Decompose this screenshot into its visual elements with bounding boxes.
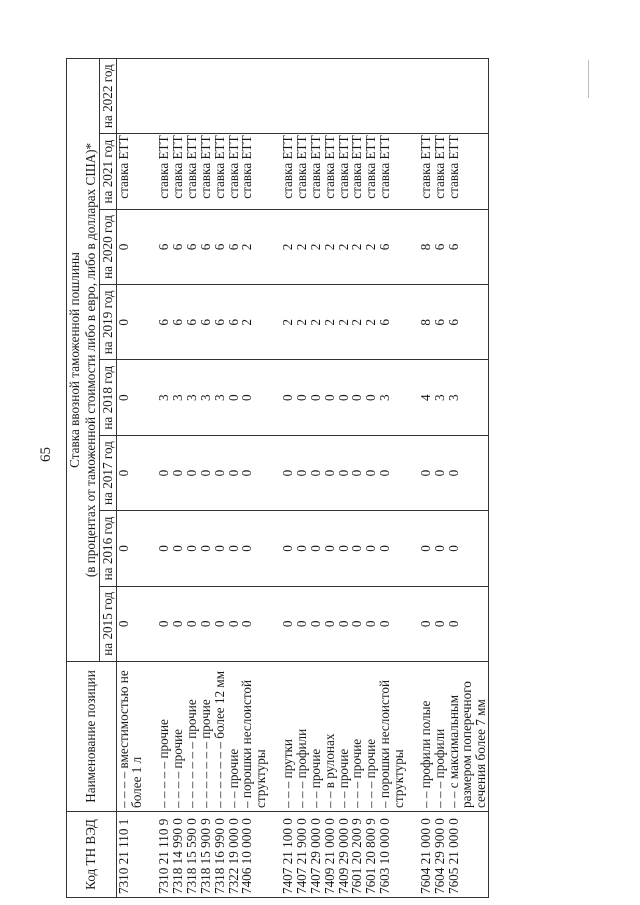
rate-cell: 6: [378, 209, 392, 284]
rate-cell: 0: [281, 360, 295, 435]
rate-cell: [254, 134, 268, 209]
rate-cell: 0: [309, 360, 323, 435]
name-cell: – – профили полые: [419, 662, 433, 812]
rate-cell: 6: [185, 209, 199, 284]
rate-cell: 6: [171, 209, 185, 284]
rate-cell: [419, 59, 433, 134]
rotated-page: [66, 58, 606, 898]
rate-cell: [474, 209, 488, 284]
table-row: [281, 59, 295, 898]
code-cell: 7601 20 200 9: [350, 812, 364, 898]
rate-cell: ставка ЕТТ: [240, 134, 254, 209]
rate-cell: 0: [213, 511, 227, 586]
rate-cell: [378, 59, 392, 134]
rate-cell: ставка ЕТТ: [337, 134, 351, 209]
rate-cell: [460, 59, 474, 134]
rate-cell: 0: [185, 586, 199, 661]
rate-cell: 0: [419, 586, 433, 661]
table-row: [254, 59, 268, 898]
empty-cell: [406, 285, 419, 360]
code-cell: 7318 15 900 9: [199, 812, 213, 898]
rate-cell: 0: [350, 511, 364, 586]
rate-cell: 6: [227, 209, 241, 284]
code-cell: 7310 21 110 1: [116, 812, 130, 898]
code-cell: 7407 21 100 0: [281, 812, 295, 898]
rate-cell: [460, 360, 474, 435]
table-row: [309, 59, 323, 898]
rate-cell: 0: [281, 435, 295, 510]
name-cell: – – прочие: [227, 662, 241, 812]
header-year: на 2017 год: [99, 435, 116, 510]
rate-cell: 0: [337, 435, 351, 510]
rate-cell: 6: [378, 285, 392, 360]
empty-cell: [268, 59, 281, 134]
rate-cell: 0: [337, 511, 351, 586]
rate-cell: [130, 209, 144, 284]
rate-cell: [460, 511, 474, 586]
rate-cell: 6: [227, 285, 241, 360]
rate-cell: 0: [378, 435, 392, 510]
rate-cell: ставка ЕТТ: [157, 134, 171, 209]
rate-cell: 0: [447, 511, 461, 586]
rate-cell: [337, 59, 351, 134]
header-year: на 2015 год: [99, 586, 116, 661]
rate-cell: 0: [157, 586, 171, 661]
table-row: [295, 59, 309, 898]
code-cell: 7409 21 000 0: [323, 812, 337, 898]
rate-cell: 6: [213, 285, 227, 360]
header-duty-title: Ставка ввозной таможенной пошлины: [67, 59, 83, 662]
rate-cell: [474, 134, 488, 209]
rate-cell: [254, 586, 268, 661]
rate-cell: 8: [419, 285, 433, 360]
rate-cell: 0: [116, 586, 130, 661]
rate-cell: [392, 285, 406, 360]
rate-cell: 0: [281, 511, 295, 586]
rate-cell: 0: [378, 511, 392, 586]
name-cell: – – – – прочие: [171, 662, 185, 812]
code-cell: 7310 21 110 9: [157, 812, 171, 898]
rate-cell: 0: [337, 360, 351, 435]
code-cell: 7605 21 000 0: [447, 812, 461, 898]
name-cell: – порошки неслоистой: [378, 662, 392, 812]
rate-cell: 0: [323, 435, 337, 510]
rate-cell: 0: [240, 511, 254, 586]
rate-cell: 6: [199, 209, 213, 284]
rate-cell: [254, 59, 268, 134]
rate-cell: 0: [116, 511, 130, 586]
name-cell: – порошки неслоистой: [240, 662, 254, 812]
rate-cell: [130, 59, 144, 134]
rate-cell: 0: [240, 360, 254, 435]
header-year: на 2018 год: [99, 360, 116, 435]
rate-cell: 3: [433, 360, 447, 435]
spacer-row: [406, 59, 419, 898]
rate-cell: 0: [227, 511, 241, 586]
rate-cell: 6: [447, 209, 461, 284]
rate-cell: [364, 59, 378, 134]
header-code: Код ТН ВЭД: [67, 812, 117, 898]
rate-cell: 0: [337, 586, 351, 661]
name-cell: – – – – – – – прочие: [199, 662, 213, 812]
name-cell: – – – – – прочие: [157, 662, 171, 812]
rate-cell: 0: [350, 586, 364, 661]
rate-cell: [474, 285, 488, 360]
rate-cell: 0: [157, 511, 171, 586]
rate-cell: [460, 285, 474, 360]
rate-cell: ставка ЕТТ: [213, 134, 227, 209]
name-cell: – – – – вместимостью не: [116, 662, 130, 812]
rate-cell: ставка ЕТТ: [447, 134, 461, 209]
rate-cell: ставка ЕТТ: [116, 134, 130, 209]
table-row: [337, 59, 351, 898]
code-cell: 7318 14 990 0: [171, 812, 185, 898]
rate-cell: [254, 360, 268, 435]
rate-cell: 0: [240, 586, 254, 661]
rate-cell: 0: [433, 511, 447, 586]
empty-cell: [406, 511, 419, 586]
rate-cell: [227, 59, 241, 134]
rate-cell: [281, 59, 295, 134]
rate-cell: ставка ЕТТ: [227, 134, 241, 209]
rate-cell: 8: [419, 209, 433, 284]
name-cell: – – с максимальным: [447, 662, 461, 812]
rate-cell: 3: [185, 360, 199, 435]
rate-cell: [199, 59, 213, 134]
name-cell: размером поперечного: [460, 662, 474, 812]
table-row: [364, 59, 378, 898]
rate-cell: 0: [295, 586, 309, 661]
rate-cell: 3: [213, 360, 227, 435]
code-cell: 7604 21 000 0: [419, 812, 433, 898]
rate-cell: [392, 134, 406, 209]
rate-cell: [392, 59, 406, 134]
empty-cell: [406, 812, 419, 898]
rate-cell: [130, 511, 144, 586]
name-cell: – – – прочие: [364, 662, 378, 812]
rate-cell: 2: [281, 209, 295, 284]
code-cell: [254, 812, 268, 898]
rate-cell: ставка ЕТТ: [364, 134, 378, 209]
rate-cell: 0: [419, 435, 433, 510]
name-cell: сечения более 7 мм: [474, 662, 488, 812]
rate-cell: 0: [295, 511, 309, 586]
rate-cell: ставка ЕТТ: [433, 134, 447, 209]
rate-cell: 3: [171, 360, 185, 435]
rate-cell: 0: [227, 435, 241, 510]
name-cell: более 1 л: [130, 662, 144, 812]
header-year: на 2022 год: [99, 59, 116, 134]
table-row: [323, 59, 337, 898]
name-cell: – – – профили: [433, 662, 447, 812]
rate-cell: 0: [295, 360, 309, 435]
rate-cell: 0: [171, 586, 185, 661]
rate-cell: 6: [433, 209, 447, 284]
empty-cell: [406, 586, 419, 661]
rate-cell: ставка ЕТТ: [171, 134, 185, 209]
rate-cell: [254, 511, 268, 586]
header-year: на 2021 год: [99, 134, 116, 209]
rate-cell: 0: [227, 360, 241, 435]
table-row: [474, 59, 488, 898]
rate-cell: [130, 285, 144, 360]
rate-cell: 0: [116, 285, 130, 360]
table-row: [378, 59, 392, 898]
empty-cell: [144, 59, 157, 134]
rate-cell: ставка ЕТТ: [309, 134, 323, 209]
rate-cell: 6: [157, 209, 171, 284]
rate-cell: [447, 59, 461, 134]
rate-cell: 0: [116, 360, 130, 435]
rate-cell: 0: [171, 511, 185, 586]
rate-cell: 0: [447, 435, 461, 510]
table-row: [171, 59, 185, 898]
rate-cell: 0: [419, 511, 433, 586]
rate-cell: 0: [433, 586, 447, 661]
rate-cell: 0: [350, 360, 364, 435]
rate-cell: ставка ЕТТ: [350, 134, 364, 209]
rate-cell: [460, 435, 474, 510]
header-year: на 2020 год: [99, 209, 116, 284]
name-cell: – – – профили: [295, 662, 309, 812]
rate-cell: 6: [185, 285, 199, 360]
table-row: [447, 59, 461, 898]
rate-cell: ставка ЕТТ: [295, 134, 309, 209]
rate-cell: ставка ЕТТ: [378, 134, 392, 209]
rate-cell: 6: [447, 285, 461, 360]
table-row: [116, 59, 130, 898]
rate-cell: [254, 285, 268, 360]
rate-cell: 0: [199, 586, 213, 661]
rate-cell: 0: [185, 511, 199, 586]
name-cell: структуры: [254, 662, 268, 812]
rate-cell: 0: [350, 435, 364, 510]
header-duty-subtitle: (в процентах от таможенной стоимости либо в евро, либо в долларах США)*: [83, 59, 99, 662]
rate-cell: 0: [433, 435, 447, 510]
empty-cell: [406, 209, 419, 284]
table-row: [392, 59, 406, 898]
rate-cell: 0: [116, 435, 130, 510]
rate-cell: 2: [240, 285, 254, 360]
code-cell: 7318 16 990 0: [213, 812, 227, 898]
rate-cell: 4: [419, 360, 433, 435]
rate-cell: [213, 59, 227, 134]
code-cell: 7601 20 800 9: [364, 812, 378, 898]
rate-cell: [130, 134, 144, 209]
rate-cell: 3: [378, 360, 392, 435]
rate-cell: 0: [309, 511, 323, 586]
rate-cell: 0: [185, 435, 199, 510]
rate-cell: [254, 435, 268, 510]
rate-cell: [392, 209, 406, 284]
empty-cell: [406, 662, 419, 812]
table-row: [213, 59, 227, 898]
table-row: [185, 59, 199, 898]
rate-cell: 2: [240, 209, 254, 284]
rate-cell: 0: [157, 435, 171, 510]
rate-cell: ставка ЕТТ: [185, 134, 199, 209]
page-number: 65: [38, 447, 54, 462]
rate-cell: 0: [323, 511, 337, 586]
name-cell: – – прочие: [337, 662, 351, 812]
rate-cell: 0: [364, 435, 378, 510]
rate-cell: 0: [364, 360, 378, 435]
rate-cell: [295, 59, 309, 134]
rate-cell: 0: [116, 209, 130, 284]
rate-cell: 6: [157, 285, 171, 360]
name-cell: – – – прутки: [281, 662, 295, 812]
code-cell: [460, 812, 474, 898]
empty-cell: [406, 134, 419, 209]
code-cell: 7322 19 000 0: [227, 812, 241, 898]
code-cell: 7406 10 000 0: [240, 812, 254, 898]
code-cell: [474, 812, 488, 898]
rate-cell: ставка ЕТТ: [323, 134, 337, 209]
rate-cell: ставка ЕТТ: [281, 134, 295, 209]
name-cell: – – в рулонах: [323, 662, 337, 812]
table-row: [350, 59, 364, 898]
rate-cell: [392, 435, 406, 510]
empty-cell: [406, 59, 419, 134]
rate-cell: 6: [199, 285, 213, 360]
rate-cell: [474, 59, 488, 134]
name-cell: – – – – – – – прочие: [185, 662, 199, 812]
rate-cell: 2: [295, 285, 309, 360]
name-cell: – – – – – – – более 12 мм: [213, 662, 227, 812]
rate-cell: [460, 586, 474, 661]
rate-cell: 2: [323, 285, 337, 360]
rate-cell: [171, 59, 185, 134]
table-row: [240, 59, 254, 898]
rate-cell: 2: [337, 285, 351, 360]
rate-cell: [130, 435, 144, 510]
rate-cell: 0: [240, 435, 254, 510]
code-cell: 7407 29 000 0: [309, 812, 323, 898]
rate-cell: ставка ЕТТ: [199, 134, 213, 209]
rate-cell: [392, 586, 406, 661]
rate-cell: [130, 360, 144, 435]
table-row: [227, 59, 241, 898]
rate-cell: 2: [309, 285, 323, 360]
rate-cell: [350, 59, 364, 134]
rate-cell: 2: [337, 209, 351, 284]
rate-cell: [474, 586, 488, 661]
table-row: [157, 59, 171, 898]
header-name: Наименование позиции: [67, 662, 117, 812]
rate-cell: [474, 511, 488, 586]
rate-cell: 6: [171, 285, 185, 360]
table-row: [130, 59, 144, 898]
rate-cell: [240, 59, 254, 134]
code-cell: [392, 812, 406, 898]
table-row: [460, 59, 474, 898]
rate-cell: 6: [213, 209, 227, 284]
rate-cell: 0: [447, 586, 461, 661]
rate-cell: [474, 435, 488, 510]
table-row: [419, 59, 433, 898]
rate-cell: 3: [447, 360, 461, 435]
rate-cell: 0: [378, 586, 392, 661]
duty-table: [66, 58, 489, 898]
name-cell: структуры: [392, 662, 406, 812]
rate-cell: [474, 360, 488, 435]
rate-cell: 0: [213, 435, 227, 510]
rate-cell: [130, 586, 144, 661]
rate-cell: 0: [323, 360, 337, 435]
rate-cell: 3: [157, 360, 171, 435]
rate-cell: 2: [295, 209, 309, 284]
header-year: на 2019 год: [99, 285, 116, 360]
rate-cell: 0: [295, 435, 309, 510]
rate-cell: [309, 59, 323, 134]
rate-cell: ставка ЕТТ: [419, 134, 433, 209]
rate-cell: 0: [309, 586, 323, 661]
rate-cell: 6: [433, 285, 447, 360]
rate-cell: 2: [323, 209, 337, 284]
rate-cell: 0: [171, 435, 185, 510]
code-cell: [130, 812, 144, 898]
rate-cell: [254, 209, 268, 284]
code-cell: 7604 29 900 0: [433, 812, 447, 898]
empty-cell: [406, 435, 419, 510]
rate-cell: 0: [364, 586, 378, 661]
rate-cell: [460, 209, 474, 284]
rate-cell: [157, 59, 171, 134]
rate-cell: 2: [281, 285, 295, 360]
code-cell: 7407 21 900 0: [295, 812, 309, 898]
rate-cell: 0: [213, 586, 227, 661]
rate-cell: 0: [281, 586, 295, 661]
code-cell: 7603 10 000 0: [378, 812, 392, 898]
rate-cell: 0: [199, 435, 213, 510]
rate-cell: 2: [309, 209, 323, 284]
rate-cell: 0: [199, 511, 213, 586]
table-row: [433, 59, 447, 898]
rate-cell: 0: [364, 511, 378, 586]
rate-cell: [392, 360, 406, 435]
name-cell: – – прочие: [309, 662, 323, 812]
header-year: на 2016 год: [99, 511, 116, 586]
table-row: [199, 59, 213, 898]
rate-cell: 2: [350, 209, 364, 284]
rate-cell: [392, 511, 406, 586]
empty-cell: [406, 360, 419, 435]
rate-cell: 0: [309, 435, 323, 510]
rate-cell: [323, 59, 337, 134]
rate-cell: [433, 59, 447, 134]
rate-cell: 2: [364, 285, 378, 360]
rate-cell: 2: [350, 285, 364, 360]
rate-cell: [185, 59, 199, 134]
rate-cell: [460, 134, 474, 209]
code-cell: 7409 29 000 0: [337, 812, 351, 898]
rate-cell: [116, 59, 130, 134]
rate-cell: 0: [227, 586, 241, 661]
name-cell: – – – прочие: [350, 662, 364, 812]
rate-cell: 2: [364, 209, 378, 284]
code-cell: 7318 15 590 0: [185, 812, 199, 898]
rate-cell: 0: [323, 586, 337, 661]
rate-cell: 3: [199, 360, 213, 435]
